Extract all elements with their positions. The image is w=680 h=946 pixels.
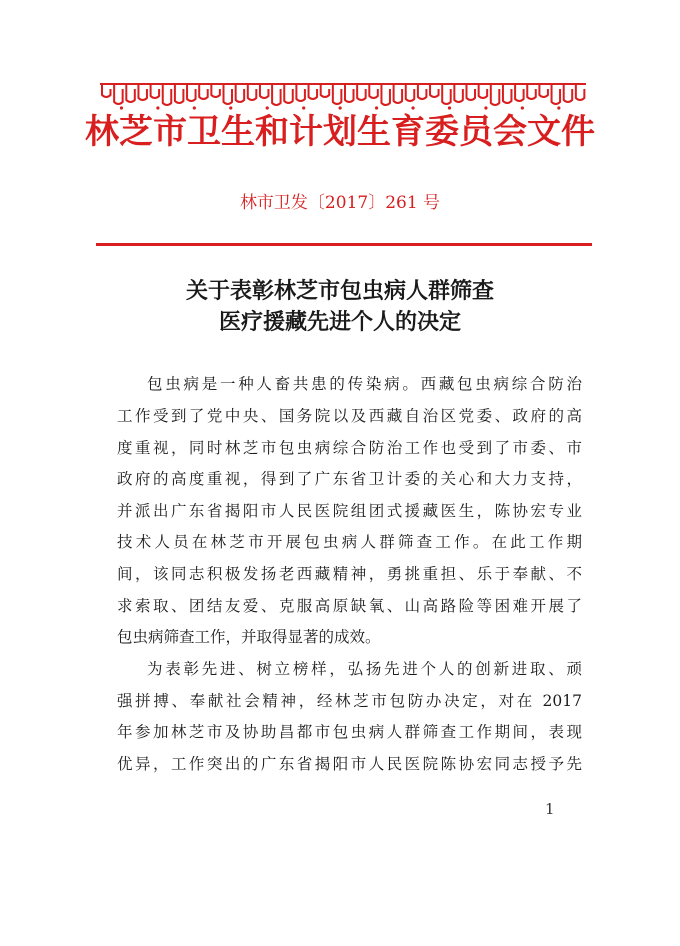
body-line: 工作受到了党中央、国务院以及西藏自治区党委、政府的高	[117, 407, 582, 425]
document-number: 林市卫发〔2017〕261 号	[239, 193, 441, 213]
body-line: 强拼搏、奉献社会精神，经林芝市包防办决定，对在 2017	[117, 692, 582, 710]
body-line: 年参加林芝市及协助昌都市包虫病人群筛查工作期间，表现	[117, 723, 582, 741]
body-line: 优异，工作突出的广东省揭阳市人民医院陈协宏同志授予先	[117, 755, 582, 773]
body-line: 间，该同志积极发扬老西藏精神，勇挑重担、乐于奉献、不	[117, 565, 582, 583]
body-line: 为表彰先进、树立榜样，弘扬先进个人的创新进取、顽	[147, 660, 582, 678]
body-line: 包虫病是一种人畜共患的传染病。西藏包虫病综合防治	[147, 375, 582, 393]
body-line: 度重视，同时林芝市包虫病综合防治工作也受到了市委、市	[117, 439, 582, 457]
document-title-line-1: 关于表彰林芝市包虫病人群筛查	[185, 278, 494, 304]
body-line: 包虫病筛查工作，并取得显著的成效。	[117, 628, 381, 646]
body-line: 政府的高度重视，得到了广东省卫计委的关心和大力支持，	[117, 470, 582, 488]
body-line: 并派出广东省揭阳市人民医院组团式援藏医生，陈协宏专业	[117, 502, 582, 520]
body-line: 求索取、团结友爱、克服高原缺氧、山高路险等困难开展了	[117, 597, 582, 615]
page-number: 1	[545, 800, 555, 818]
issuing-office-title: 林芝市卫生和计划生育委员会文件	[85, 112, 595, 152]
body-line: 技术人员在林芝市开展包虫病人群筛查工作。在此工作期	[117, 533, 582, 551]
document-title-line-2: 医疗援藏先进个人的决定	[218, 309, 461, 335]
red-divider-rule	[96, 243, 592, 246]
